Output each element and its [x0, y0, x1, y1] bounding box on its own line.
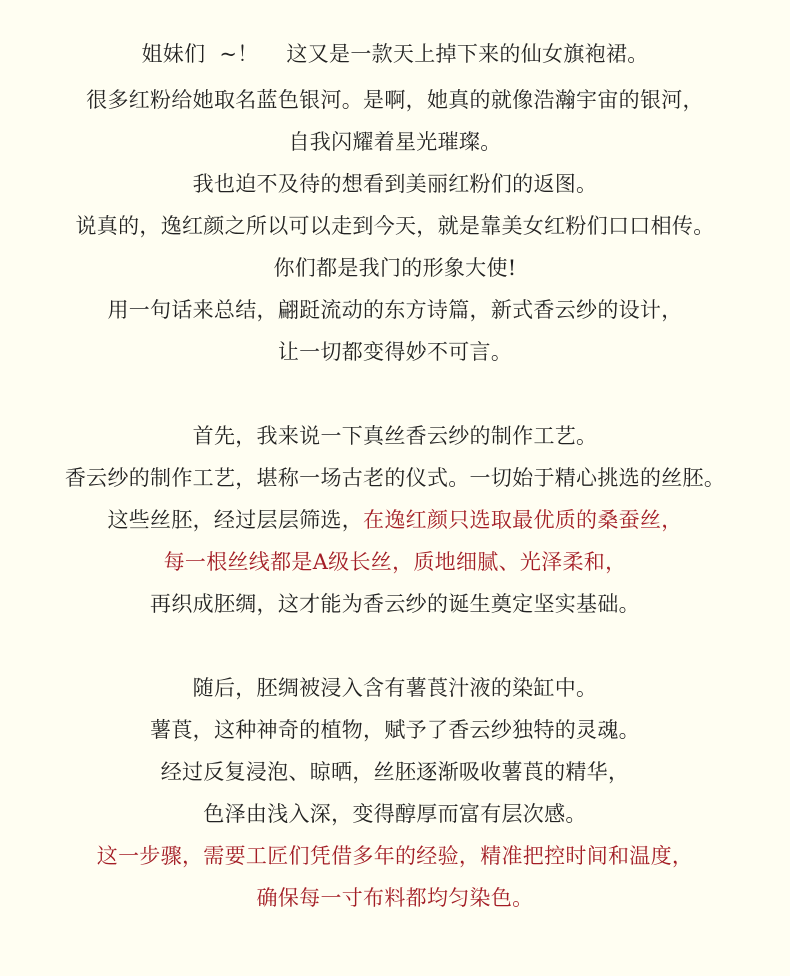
text-line — [0, 296, 790, 324]
text-line — [0, 674, 790, 702]
line-text: 姐妹们 ~！ 这又是一款天上掉下来的仙女旗袍裙。 — [141, 42, 649, 66]
text-line — [0, 338, 790, 366]
text-line — [0, 590, 790, 618]
text-line — [0, 800, 790, 828]
line-text: 再织成胚绸，这才能为香云纱的诞生奠定坚实基础。 — [150, 592, 640, 616]
text-line — [0, 464, 790, 492]
line-text: 自我闪耀着星光璀璨。 — [288, 130, 502, 154]
text-line — [0, 422, 790, 450]
text-line-highlight — [0, 842, 790, 870]
line-text: 色泽由浅入深，变得醇厚而富有层次感。 — [203, 802, 587, 826]
line-text: 首先，我来说一下真丝香云纱的制作工艺。 — [192, 424, 598, 448]
line-text: 这些丝胚，经过层层筛选， — [107, 508, 364, 532]
line-text: 说真的，逸红颜之所以可以走到今天，就是靠美女红粉们口口相传。 — [75, 214, 715, 238]
text-line — [0, 170, 790, 198]
text-line-highlight — [0, 884, 790, 912]
text-line — [0, 758, 790, 786]
text-line — [0, 716, 790, 744]
line-text: 用一句话来总结，翩跹流动的东方诗篇，新式香云纱的设计， — [107, 298, 683, 322]
text-line — [0, 128, 790, 156]
highlight-text: 在逸红颜只选取最优质的桑蚕丝， — [363, 508, 683, 532]
line-text: 薯莨，这种神奇的植物，赋予了香云纱独特的灵魂。 — [150, 718, 640, 742]
line-text: 让一切都变得妙不可言。 — [277, 340, 513, 364]
line-text: 很多红粉给她取名蓝色银河。是啊，她真的就像浩瀚宇宙的银河， — [86, 88, 704, 112]
highlight-text: 这一步骤，需要工匠们凭借多年的经验，精准把控时间和温度， — [96, 844, 694, 868]
line-text: 香云纱的制作工艺，堪称一场古老的仪式。一切始于精心挑选的丝胚。 — [64, 466, 726, 490]
line-text: 你们都是我门的形象大使! — [273, 256, 517, 280]
line-text: 随后，胚绸被浸入含有薯莨汁液的染缸中。 — [192, 676, 598, 700]
text-line-highlight — [0, 548, 790, 576]
text-line — [0, 254, 790, 282]
highlight-text: 确保每一寸布料都均匀染色。 — [256, 886, 534, 910]
text-line — [0, 506, 790, 534]
line-text: 经过反复浸泡、晾晒，丝胚逐渐吸收薯莨的精华， — [160, 760, 630, 784]
text-line — [0, 212, 790, 240]
highlight-text: 每一根丝线都是A级长丝，质地细腻、光泽柔和， — [163, 550, 627, 574]
text-line — [0, 40, 790, 68]
text-line — [0, 86, 790, 114]
line-text: 我也迫不及待的想看到美丽红粉们的返图。 — [192, 172, 598, 196]
